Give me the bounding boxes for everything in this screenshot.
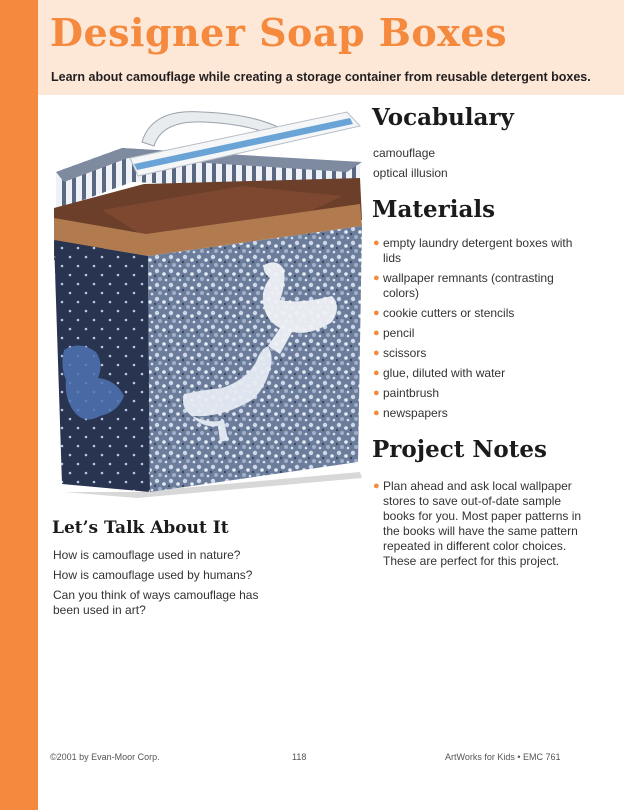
left-color-bar <box>0 0 38 810</box>
materials-heading: Materials <box>372 196 496 223</box>
materials-list <box>373 236 573 426</box>
project-notes-list <box>373 479 588 569</box>
talk-question-list <box>53 548 283 623</box>
project-notes-item-text: Plan ahead and ask local wallpaper stores to save out-of-date sample books for you. Most paper patterns in the books will have the same pattern repeated in different color choices. These are perfect for this project. <box>383 479 582 568</box>
talk-heading: Let’s Talk About It <box>52 518 229 538</box>
talk-question: How is camouflage used in nature? <box>53 548 241 562</box>
vocabulary-heading: Vocabulary <box>372 104 514 131</box>
materials-item <box>373 346 573 361</box>
project-notes-item <box>373 479 588 569</box>
bullet-icon: ● <box>373 237 380 249</box>
bullet-icon: ● <box>373 387 380 399</box>
materials-item-text: pencil <box>383 326 415 340</box>
bullet-icon: ● <box>373 272 380 284</box>
vocabulary-item: camouflage <box>373 146 436 160</box>
materials-item-text: empty laundry detergent boxes with lids <box>383 236 573 265</box>
materials-item-text: scissors <box>383 346 427 360</box>
materials-item <box>373 386 573 401</box>
talk-question: How is camouflage used by humans? <box>53 568 253 582</box>
materials-item-text: cookie cutters or stencils <box>383 306 515 320</box>
project-notes-heading: Project Notes <box>372 436 547 463</box>
footer-book-title: ArtWorks for Kids • EMC 761 <box>445 752 561 762</box>
materials-item <box>373 271 573 301</box>
bullet-icon: ● <box>373 407 380 419</box>
materials-item <box>373 366 573 381</box>
page-subtitle: Learn about camouflage while creating a storage container from reusable detergent boxes. <box>51 70 591 84</box>
vocabulary-item: optical illusion <box>373 166 448 180</box>
page-title: Designer Soap Boxes <box>50 10 507 55</box>
bullet-icon: ● <box>373 367 380 379</box>
materials-item-text: glue, diluted with water <box>383 366 506 380</box>
footer-copyright: ©2001 by Evan-Moor Corp. <box>50 752 160 762</box>
talk-question: Can you think of ways camouflage has been used in art? <box>53 588 259 617</box>
bullet-icon: ● <box>373 480 380 492</box>
materials-item <box>373 326 573 341</box>
materials-item <box>373 236 573 266</box>
materials-item <box>373 406 573 421</box>
materials-item-text: newspapers <box>383 406 448 420</box>
footer-page-number: 118 <box>292 752 307 762</box>
vocabulary-list <box>373 146 448 186</box>
materials-item-text: wallpaper remnants (contrasting colors) <box>383 271 554 300</box>
bullet-icon: ● <box>373 347 380 359</box>
soap-box-photo <box>42 100 372 500</box>
bullet-icon: ● <box>373 307 380 319</box>
materials-item-text: paintbrush <box>383 386 440 400</box>
materials-item <box>373 306 573 321</box>
bullet-icon: ● <box>373 327 380 339</box>
